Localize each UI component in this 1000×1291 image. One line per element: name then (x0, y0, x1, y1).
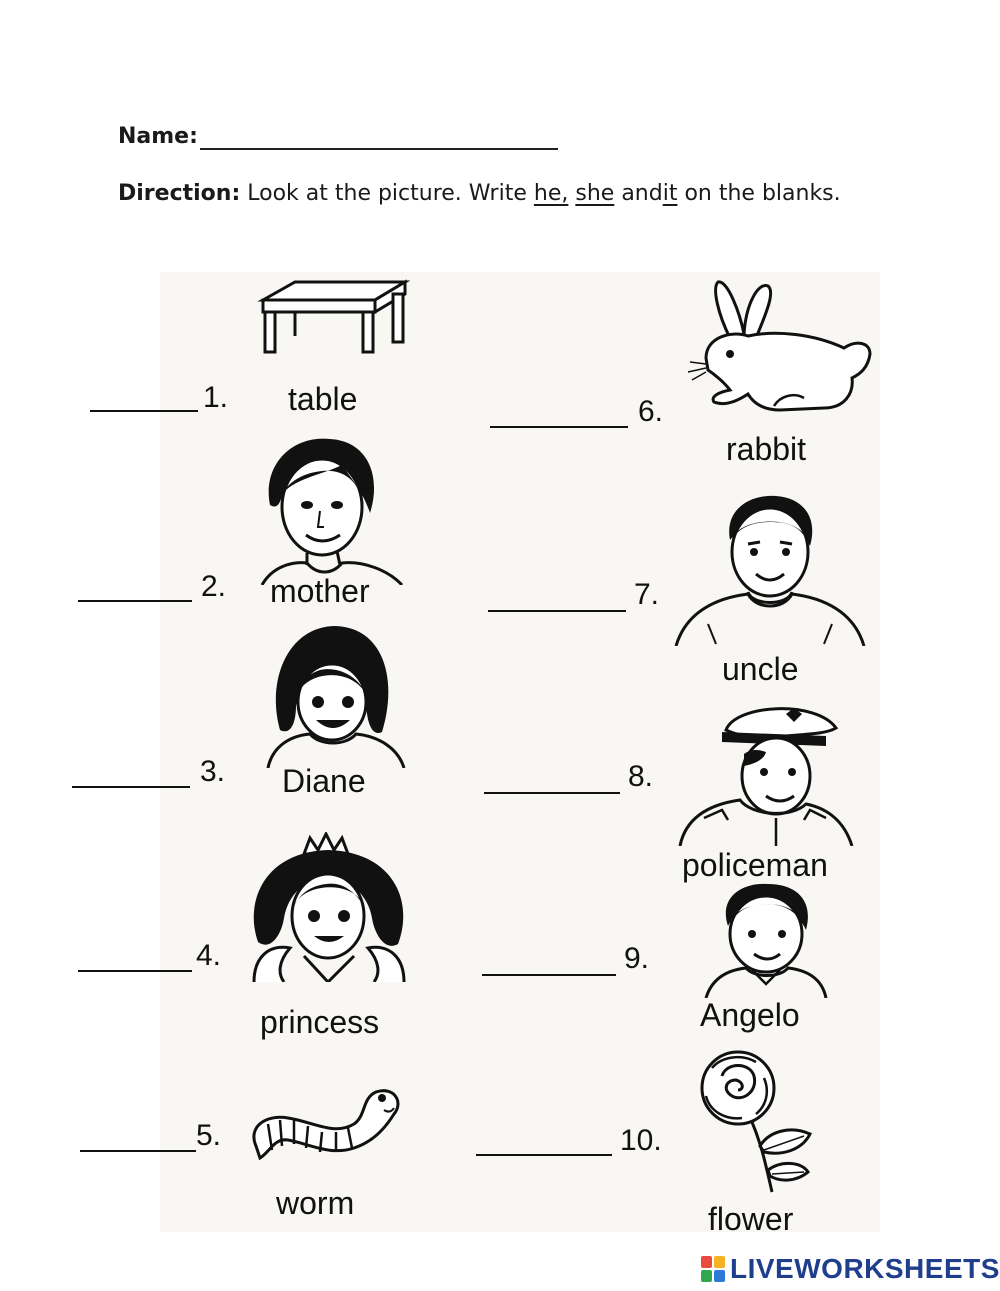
princess-portrait-icon (244, 832, 414, 982)
liveworksheets-brand[interactable] (700, 1254, 1000, 1284)
answer-input-9[interactable] (482, 940, 616, 974)
name-blank-line[interactable] (200, 148, 558, 150)
answer-input-7[interactable] (488, 576, 626, 610)
rabbit-icon (684, 278, 874, 418)
answer-input-4[interactable] (78, 936, 192, 970)
answer-line-5 (80, 1150, 196, 1152)
item-number-7: 7. (634, 578, 660, 611)
word-and: and (621, 181, 663, 206)
item-number-8: 8. (628, 760, 654, 793)
item-word-10: flower (708, 1201, 794, 1237)
item-number-3: 3. (200, 755, 226, 788)
answer-input-2[interactable] (78, 566, 192, 600)
answer-input-6[interactable] (490, 392, 628, 426)
liveworksheets-logo-icon (700, 1255, 726, 1283)
name-label: Name: (118, 124, 198, 149)
item-word-1: table (288, 381, 358, 417)
word-it: it (662, 181, 678, 206)
answer-line-9 (482, 974, 616, 976)
direction-text-part2: on the blanks. (677, 181, 841, 206)
answer-input-1[interactable] (90, 376, 198, 410)
item-word-4: princess (260, 1004, 380, 1040)
answer-line-6 (490, 426, 628, 428)
worm-icon (244, 1084, 404, 1168)
item-number-2: 2. (201, 570, 227, 603)
flower-icon (692, 1046, 818, 1196)
answer-line-1 (90, 410, 198, 412)
item-number-6: 6. (638, 395, 664, 428)
answer-line-8 (484, 792, 620, 794)
answer-line-7 (488, 610, 626, 612)
item-word-5: worm (276, 1185, 355, 1221)
item-word-9: Angelo (700, 997, 800, 1033)
answer-input-10[interactable] (476, 1120, 612, 1154)
item-word-3: Diane (282, 763, 366, 799)
word-he: he, (533, 181, 569, 206)
policeman-portrait-icon (676, 700, 856, 846)
diane-portrait-icon (258, 620, 408, 768)
direction-text-part1: Look at the picture. Write (247, 181, 534, 206)
brand-text: LIVEWORKSHEETS (730, 1253, 1000, 1284)
item-number-1: 1. (203, 381, 229, 414)
answer-line-3 (72, 786, 190, 788)
item-number-10: 10. (620, 1124, 662, 1157)
answer-input-5[interactable] (80, 1116, 196, 1150)
item-word-2: mother (270, 573, 370, 609)
item-number-9: 9. (624, 942, 650, 975)
angelo-portrait-icon (704, 880, 828, 998)
table-icon (255, 278, 410, 358)
direction-label: Direction: (118, 181, 241, 206)
item-word-6: rabbit (726, 431, 807, 467)
answer-input-8[interactable] (484, 758, 620, 792)
mother-portrait-icon (252, 435, 407, 585)
item-number-5: 5. (196, 1119, 222, 1152)
uncle-portrait-icon (672, 494, 867, 646)
answer-line-4 (78, 970, 192, 972)
answer-input-3[interactable] (72, 752, 190, 786)
answer-line-2 (78, 600, 192, 602)
answer-line-10 (476, 1154, 612, 1156)
item-word-8: policeman (682, 847, 828, 883)
item-word-7: uncle (722, 651, 799, 687)
item-number-4: 4. (196, 939, 222, 972)
direction-text (118, 174, 878, 213)
word-she: she (575, 181, 615, 206)
